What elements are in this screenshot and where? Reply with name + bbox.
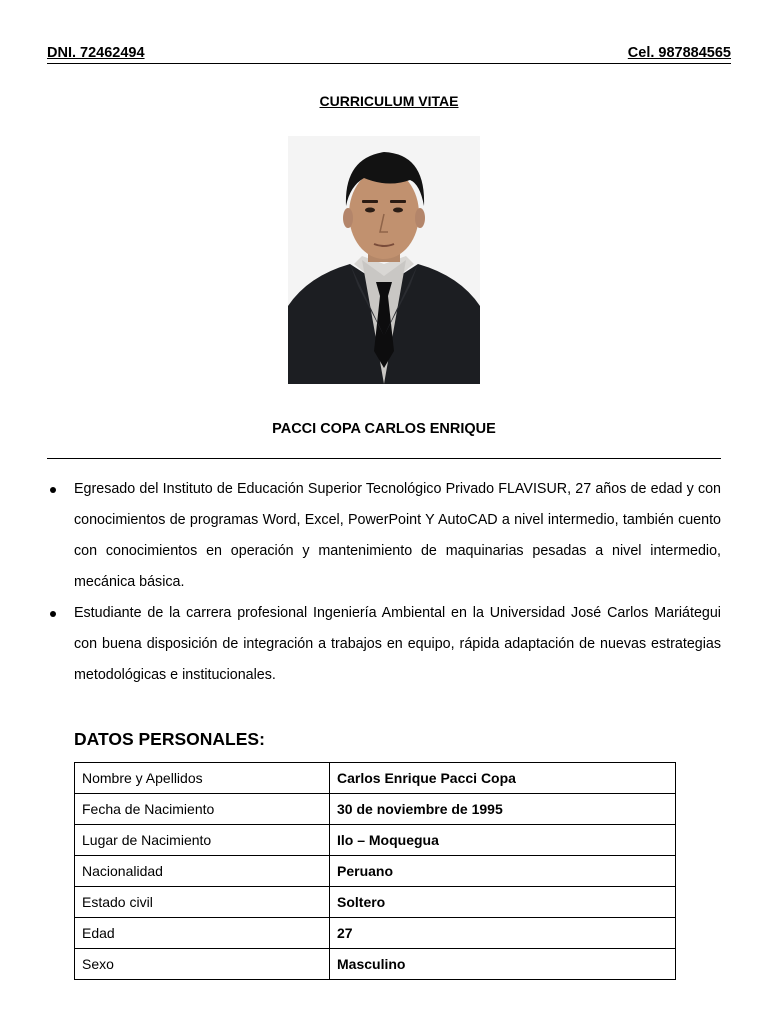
table-row [75,887,676,918]
full-name: PACCI COPA CARLOS ENRIQUE [272,421,496,437]
field-label: Lugar de Nacimiento [75,825,330,856]
field-value: 30 de noviembre de 1995 [330,794,676,825]
bullet-icon [50,611,56,617]
personal-data-table [74,762,676,980]
field-value: Peruano [330,856,676,887]
summary-text: Estudiante de la carrera profesional Ingeniería Ambiental en la Universidad José Carlos Mariátegui con buena disposición de integración a trabajos en equipo, rápida adaptación de nuevas estrategias metodológicas e institucionales. [74,605,721,683]
list-item [47,474,721,598]
table-row [75,794,676,825]
field-value: Ilo – Moquegua [330,825,676,856]
field-value: Soltero [330,887,676,918]
header-line [47,44,731,64]
bullet-icon [50,487,56,493]
summary-text: Egresado del Instituto de Educación Superior Tecnológico Privado FLAVISUR, 27 años de edad y con conocimientos de programas Word, Excel, PowerPoint Y AutoCAD a nivel intermedio, también cuento con conocimientos en operación y mantenimiento de maquinarias pesadas a nivel intermedio, mecánica básica. [74,481,721,590]
table-row [75,918,676,949]
field-label: Nacionalidad [75,856,330,887]
list-item [47,598,721,691]
field-label: Fecha de Nacimiento [75,794,330,825]
table-row [75,825,676,856]
field-label: Nombre y Apellidos [75,763,330,794]
document-title: CURRICULUM VITAE [319,93,459,109]
field-value: 27 [330,918,676,949]
portrait-image [288,136,480,384]
field-value: Carlos Enrique Pacci Copa [330,763,676,794]
cel: Cel. 987884565 [627,45,731,61]
section-title-datos-personales: DATOS PERSONALES: [74,729,265,749]
field-label: Estado civil [75,887,330,918]
dni: DNI. 72462494 [47,45,145,61]
field-label: Edad [75,918,330,949]
divider [47,458,721,459]
profile-summary-list [47,474,721,691]
field-value: Masculino [330,949,676,980]
profile-photo [288,136,480,384]
table-row [75,949,676,980]
field-label: Sexo [75,949,330,980]
table-row [75,856,676,887]
table-row [75,763,676,794]
